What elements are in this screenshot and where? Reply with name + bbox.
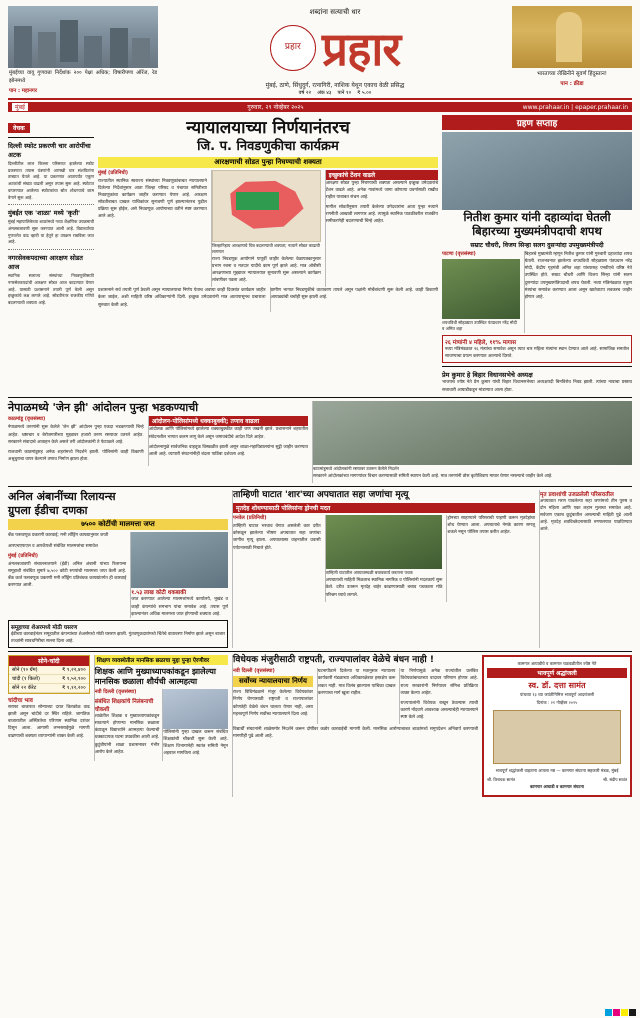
obit-sign-1: श्री. विनायक सामंत	[487, 777, 516, 783]
logo-emblem-icon	[270, 25, 316, 71]
ambani-side-head: १.५३ लाख कोटी थकबाकी	[131, 590, 187, 597]
masthead-volume: वर्ष २२	[298, 90, 312, 96]
rail-tag: वेचक	[8, 123, 30, 133]
edu-body3: विद्यार्थी संघटनांनी शाळेसमोर निदर्शने करून दोषींवर कठोर कारवाईची मागणी केली. मानसिक आरोग्याबाबत शाळांमध्ये समुपदेशन अनिवार्य करण्याची मागणीही पुढे आली आहे.	[233, 727, 478, 740]
ghat-subhead: मृतदेह शोधण्यासाठी पोलिसांना ड्रोनची मदत	[233, 503, 535, 513]
bihar-headline-line1[interactable]: नितीश कुमार यांनी दहाव्यांदा घेतली	[463, 210, 611, 224]
lead-headline-line1[interactable]: न्यायालयाच्या निर्णयानंतरच	[186, 118, 350, 138]
deadlist-body: अपघातात मरण पावलेल्या सहा जणांमध्ये तीन पुरुष व दोन महिला आणि एका लहान मुलाचा समावेश आहे. सर्वजण एकाच कुटुंबातील असल्याची माहिती पुढे आली आहे. मृतदेह शवविच्छेदनासाठी रुग्णालयात पाठविण्यात आले.	[540, 498, 632, 533]
lead-body1: राज्यातील स्थानिक स्वराज्य संस्थांच्या निवडणुकांबाबत न्यायालयाने दिलेल्या निर्देशांनुसार आता जिल्हा परिषद व पंचायत समितीच्या निवडणुकांचा कार्यक्रम जाहीर करण्यात येणार आहे. आरक्षण सोडतीबाबत दाखल याचिकांवर सुनावणी पूर्ण झाल्यानंतरच पुढील प्रक्रिया सुरू होईल, असे निवडणूक आयोगाच्या वतीने स्पष्ट करण्यात आले आहे.	[98, 178, 207, 220]
bihar-box2-head[interactable]: प्रेम कुमार हे बिहार विधानसभेचे अध्यक्ष	[442, 371, 533, 380]
bihar-dateline: पाटणा (वृत्तसंस्था)	[442, 251, 476, 258]
obit-name: स्व. डॉ. दत्ता सामंत	[528, 681, 586, 691]
gold-row-1-value: ₹ १,५२,९००	[62, 676, 86, 683]
masthead-left-tag: पान : महानगर	[9, 87, 37, 94]
ambani-bullets: बँक फसवणूक प्रकरणी कारवाई; मनी लाँड्रिंग कायद्यानुसार जप्ती	[8, 533, 109, 539]
masthead-left-caption: मुंबईच्या वायू गुणवत्ता निर्देशांक २०० पेक्षा अधिक; विषारीपणा ऑरेंज, रेड झोनमध्ये	[9, 70, 157, 84]
sc-body4: राज्यपालांनी विधेयक राखून ठेवल्यास त्याची कारणे नोंदवणे आवश्यक असल्याचेही न्यायालयाने स्पष्ट केले आहे.	[400, 700, 478, 721]
masthead	[8, 6, 632, 100]
obit-sub: पांचव्या १३ व्या जयंतीनिमित्त भावपूर्ण आदरांजली	[519, 692, 595, 698]
masthead-center	[162, 6, 508, 96]
logo-emblem-text: प्रहार	[284, 42, 301, 53]
gold-row-0-value: ₹ १,२२,४००	[62, 667, 86, 674]
ghat-accident-photo	[326, 515, 443, 569]
ambani-dateline: मुंबई (प्रतिनिधी)	[8, 552, 39, 559]
ambani-headline-line1[interactable]: अनिल अंबानींच्या रिलायन्स	[8, 489, 116, 503]
nepal-headline[interactable]: नेपाळमध्ये 'जेन झी' आंदोलन पुन्हा भडकण्याची	[8, 400, 199, 414]
obit-top-line: कामगार आघाडीचे व कामगार चळवळीतील ज्येष्ठ नेते	[517, 661, 597, 667]
rail-item-1-head[interactable]: मुंबईत एक 'शाळा' मध्ये 'कृती'	[8, 209, 81, 218]
edition-website[interactable]: www.prahaar.in | epaper.prahaar.in	[522, 103, 628, 111]
masthead-issue: अंक ४३	[317, 90, 332, 96]
sc-headline[interactable]: विधेयक मंजुरीसाठी राष्ट्रपती, राज्यपालांवर वेळेचे बंधन नाही !	[233, 655, 434, 666]
nepal-body4: आंदोलनामुळे सार्वजनिक वाहतूक विस्कळीत झाली असून शाळा-महाविद्यालयांना सुट्टी जाहीर करण्यात आली आहे. व्यापारी संघटनांनीही बंदला पाठिंबा दर्शवला आहे.	[148, 444, 308, 457]
ghat-photo-caption: ताम्हिणी घाटातील अपघातस्थळी बचावकार्य करताना पथक	[325, 570, 413, 576]
maharashtra-map	[212, 170, 321, 242]
masthead-title: प्रहार	[321, 22, 401, 76]
ambani-box-head: समूहाच्या शेअरमध्ये मोठी घसरण	[11, 624, 78, 631]
gold-title: सोने-चांदी	[9, 656, 89, 666]
gold-row-1-label: चांदी (१ किलो)	[12, 676, 40, 683]
bihar-box2-body: भाजपचे ज्येष्ठ नेते प्रेम कुमार यांची बिहार विधानसभेच्या अध्यक्षपदी बिनविरोध निवड झाली. त्यांच्या नावाचा प्रस्ताव सत्ताधारी आघाडीकडून मांडण्यात आला होता.	[442, 380, 632, 393]
rail-item-2-body: स्थानिक स्वराज्य संस्थांच्या निवडणुकीसाठी नगरसेवकपदांची आरक्षण सोडत आज काढण्यात येणार आहे. यासाठी प्रशासनाने तयारी पूर्ण केली असून इच्छुकांचे लक्ष लागले आहे. सोडतीनंतर राजकीय गणिते बदलण्याची शक्यता आहे.	[8, 273, 94, 306]
student-photo	[163, 689, 228, 729]
nepal-photo-caption: काठमांडूमध्ये आंदोलकांनी रस्त्यावर उतरून केलेले निदर्शन	[313, 465, 399, 471]
ghat-body1: ताम्हिणी घाटात भरधाव वेगात असलेली कार दरीत कोसळून झालेल्या भीषण अपघातात सहा जणांचा जागीच मृत्यू झाला. अपघातग्रस्त वाहनातील प्रवासी पर्यटनासाठी निघाले होते.	[233, 524, 321, 551]
lead-body5: मागील सोडतीनुसार तयारी केलेल्या उमेदवारांना आता पुन्हा नव्याने रणनीती आखावी लागणार आहे. त्यामुळे स्थानिक पातळीवरील राजकीय समीकरणेही बदलण्याची चिन्हे आहेत.	[325, 205, 438, 225]
edu-dateline: नवी दिल्ली (वृत्तसंस्था)	[94, 689, 137, 696]
ghat-body2: अपघाताची माहिती मिळताच स्थानिक नागरिक व पोलिसांनी मदतकार्य सुरू केले. दरीत उतरून मृतदेह बाहेर काढण्यासाठी बचाव पथकाला मोठे परिश्रम घ्यावे लागले.	[325, 578, 443, 598]
cmyk-registration-marks	[605, 1009, 636, 1016]
bihar-headline-line2[interactable]: बिहारच्या मुख्यमंत्रीपदाची शपथ	[472, 224, 602, 239]
ambani-bullets2: आरएचएफएल व आरकॅपशी संबंधित मालमत्तांचा समावेश	[8, 543, 98, 549]
nepal-body5: सरकारने आंदोलकांच्या मागण्यांवर विचार करण्यासाठी समिती स्थापन केली आहे. मात्र तरुणांनी ठोस कृतीशिवाय माघार घेणार नसल्याचे जाहीर केले आहे.	[313, 473, 553, 479]
nepal-body2: राजधानी काठमांडूसह अनेक शहरांमध्ये निदर्शने झाली. पोलिसांनी काही ठिकाणी अश्रुधुराचा वापर केल्याने तणाव निर्माण झाला होता.	[8, 449, 144, 462]
masthead-pages: पाने १०	[337, 90, 352, 96]
lead-body3: प्रशासनाने सर्व तयारी पूर्ण ठेवली असून न्यायालयाचा निर्णय येताच अवघ्या काही दिवसांत कार्यक्रम जाहीर केला जाईल, अशी माहिती वरिष्ठ अधिकाऱ्यांनी दिली. इच्छुक उमेदवारांनी मात्र आतापासूनच प्रचाराला सुरुवात केली आहे.	[98, 288, 266, 308]
gold-row-0-label: सोने (१० ग्रॅम)	[12, 667, 38, 674]
lead-body6: ग्रामीण भागात निवडणुकीचे वातावरण तापले असून पक्षांनी मोर्चेबांधणी सुरू केली आहे. काही ठिकाणी आघाड्यांची चर्चाही सुरू झाली आहे.	[270, 288, 438, 301]
sc-badge: सर्वोच्च न्यायालयाचा निर्णय	[233, 676, 313, 687]
bihar-photo-caption: शपथविधी सोहळ्यात उपस्थित पंतप्रधान नरेंद्र मोदी व अमित शहा	[442, 320, 517, 332]
bihar-subhead: सम्राट चौधरी, विजय सिन्हा सलग दुसऱ्यांदा उपमुख्यमंत्रीपदी	[470, 242, 604, 250]
rail-item-0-head[interactable]: दिल्ली स्फोट प्रकरणी चार आरोपींचा अटक	[8, 142, 91, 159]
obit-banner: भावपूर्ण श्रद्धांजली	[487, 668, 627, 678]
nepal-protest-photo	[313, 401, 632, 465]
edition-bar	[8, 102, 632, 112]
rail-item-2-head[interactable]: नगरसेवकपदाच्या आरक्षण सोडत आज	[8, 254, 83, 272]
masthead-right	[512, 6, 632, 88]
nepal-subhead: आंदोलन-पोलिसांमध्ये धक्काबुक्की; तणाव वाढला	[149, 416, 308, 426]
sc-dateline: नवी दिल्ली (वृत्तसंस्था)	[233, 668, 275, 675]
ghat-dateline: पनवेल (प्रतिनिधी)	[233, 515, 267, 522]
obit-date: दिनांक : २१ नोव्हेंबर २०२५	[536, 700, 578, 706]
bihar-banner: ग्रहण सप्ताह	[442, 115, 632, 130]
nepal-dateline: काठमांडू (वृत्तसंस्था)	[8, 416, 46, 423]
bihar-story	[442, 115, 632, 394]
edu-story	[94, 655, 228, 761]
gold-row-2-value: ₹ १,१२,२००	[62, 685, 86, 692]
masthead-tagline: शब्दांना सत्याची धार	[309, 8, 361, 16]
nitish-kumar-photo	[442, 259, 520, 319]
bihar-body: बिहारचे मुख्यमंत्री म्हणून नितीश कुमार यांनी गुरुवारी दहाव्यांदा शपथ घेतली. राजभवनात झालेल्या शपथविधी सोहळ्यास पंतप्रधान नरेंद्र मोदी, केंद्रीय गृहमंत्री अमित शहा यांच्यासह एनडीएचे वरिष्ठ नेते उपस्थित होते. सम्राट चौधरी आणि विजय सिन्हा यांनी सलग दुसऱ्यांदा उपमुख्यमंत्रिपदाची शपथ घेतली. नव्या मंत्रिमंडळात एकूण मंत्र्यांचा समावेश करण्यात आला असून खातेवाटप लवकरच जाहीर होणार आहे.	[524, 252, 632, 300]
lead-body4: आरक्षण सोडत पुन्हा निघण्याची शक्यता असल्याने इच्छुक उमेदवारांचे टेंशन वाढले आहे. अनेक गावांमध्ये जागा कोणत्या प्रवर्गासाठी राखीव राहील याबाबत संभ्रम आहे.	[325, 180, 438, 200]
rail-item-1-body: मुंबई महापालिकेच्या शाळांमध्ये नव्या शैक्षणिक उपक्रमाची अंमलबजावणी सुरू करण्यात आली आहे. विद्यार्थ्यांच्या गुणवत्तेत वाढ व्हावी या हेतूने हा उपक्रम राबविला जात आहे.	[8, 219, 94, 245]
lead-headline-line2[interactable]: जि. प. निवडणुकीचा कार्यक्रम	[197, 139, 339, 155]
ghat-body3: ड्रोनच्या साहाय्याने परिसराची पाहणी करून मृतदेहांचा शोध घेण्यात आला. अपघाताचे नेमके कारण समजू शकले नसून पोलिस तपास करीत आहेत.	[447, 516, 535, 536]
gold-note: सराफा बाजारात सोन्याच्या दरात किरकोळ वाढ झाली असून चांदीचे दर स्थिर राहिले. जागतिक बाजारातील अस्थिरतेचा परिणाम स्थानिक दरांवर दिसून आला. आगामी लग्नसराईमुळे मागणी वाढण्याची शक्यता व्यापाऱ्यांनी व्यक्त केली आहे.	[8, 705, 90, 739]
sc-story	[232, 655, 478, 796]
masthead-left	[8, 6, 158, 95]
lead-body2: राज्य निवडणूक आयोगाने यापूर्वी जाहीर केलेल्या वेळापत्रकानुसार प्रभाग रचना व मतदार यादीचे काम पूर्ण झाले आहे. मात्र ओबीसी आरक्षणाच्या मुद्द्यावर न्यायालयात सुनावणी सुरू असल्याने कार्यक्रम लांबणीवर पडला आहे.	[211, 256, 321, 284]
ambani-side-body: जप्त करण्यात आलेल्या मालमत्तांमध्ये कार्यालये, भूखंड व काही कंपन्यांचे समभाग यांचा समावेश आहे. तपास पूर्ण झाल्यानंतर अधिक मालमत्ता जप्त होण्याची शक्यता आहे.	[131, 597, 228, 617]
ambani-body: अंमलबजावणी संचालनालयाने (ईडी) अनिल अंबानी यांच्या रिलायन्स समूहाशी संबंधित सुमारे ७,५०० कोटी रुपयांची मालमत्ता जप्त केली आहे. बँक कर्ज फसवणूक प्रकरणी मनी लाँड्रिंग प्रतिबंधक कायद्यांतर्गत ही कारवाई करण्यात आली.	[8, 561, 127, 589]
deadlist-box	[539, 490, 632, 648]
nepal-body1: नेपाळमध्ये तरुणांनी सुरू केलेले 'जेन झी' आंदोलन पुन्हा एकदा भडकण्याची चिन्हे आहेत. भ्रष्टाचार व बेरोजगारीच्या मुद्द्यावर हजारो तरुण रस्त्यावर उतरले आहेत. सरकारने संवादाचे आवाहन केले असले तरी आंदोलकांनी ते फेटाळले आहे.	[8, 425, 144, 445]
masthead-right-caption: भारताच्या लेखिनीने सुवर्ण हिंदुस्तान!	[537, 71, 607, 77]
anil-ambani-photo	[131, 532, 228, 588]
lead-kicker: आरक्षणाची सोडत पुन्हा निघण्याची शक्यता	[98, 157, 438, 168]
ambani-headline-line2[interactable]: ग्रुपला ईडीचा दणका	[8, 503, 88, 517]
obit-org: कामगार आघाडी व कामगार संघटना	[529, 784, 585, 790]
nepal-body3: आंदोलक आणि पोलिसांमध्ये झालेल्या धक्काबुक्कीत काही जण जखमी झाले. प्रशासनाने शहरातील संवेदनशील भागात कलम लागू केले असून जमावबंदीचे आदेश दिले आहेत.	[148, 427, 308, 440]
masthead-logo	[162, 17, 508, 79]
lead-map-caption: जिल्हानिहाय आरक्षणाचे चित्र बदलण्याची शक्यता; नव्याने सोडत काढावी लागणार	[211, 242, 320, 254]
edu-body2: पोलिसांनी गुन्हा दाखल करून संबंधित शिक्षकांची चौकशी सुरू केली आहे. शिक्षण विभागानेही स्वतंत्र समिती नेमून अहवाल मागविला आहे.	[163, 730, 228, 757]
edu-badge: शिक्षण व्यवस्थेतील मानसिक छळाचा मुद्दा पुन्हा ऐरणीवर	[95, 655, 228, 665]
city-skyline-photo	[8, 6, 158, 68]
edu-sub: संबंधित शिक्षकांचे निलंबनाची चौकशी	[94, 699, 154, 714]
bihar-box1-head: २६ मंत्र्यांनी ४ महिले, ११% मागास	[445, 340, 517, 347]
masthead-right-tag: पान : क्रीडा	[560, 81, 584, 88]
obit-sign-2: श्री. संदीप सावंत	[602, 777, 627, 783]
nepal-story	[8, 401, 632, 483]
rail-item-0-body: दिल्लीतील लाल किल्ला परिसरात झालेल्या स्फोट प्रकरणात तपास यंत्रणांनी आणखी चार संशयितांना ताब्यात घेतले आहे. या प्रकरणात आतापर्यंत एकूण अटकांची संख्या वाढली असून तपास सुरू आहे. स्फोटात वापरण्यात आलेल्या स्फोटकांचा स्रोत शोधण्याचे काम वेगाने सुरू आहे.	[8, 161, 94, 200]
lead-subhead: इच्छुकांचे टेंशन वाढले	[326, 170, 438, 180]
lead-story	[98, 115, 438, 394]
gold-row-2-label: सोने २२ कॅरेट	[12, 685, 37, 692]
ghat-story	[232, 490, 535, 648]
lead-dateline: मुंबई (प्रतिनिधी)	[98, 169, 129, 176]
obit-footer: भावपूर्ण श्रद्धांजली वाहताना आपला नम्र — कामगार संघटना सहकारी मंडळ, मुंबई	[495, 768, 619, 774]
left-rail	[8, 115, 94, 394]
masthead-price: ₹ ५.००	[357, 90, 372, 96]
masthead-subtitle: मुंबई, ठाणे, सिंधुदुर्ग, रत्नागिरी, नाशिक येथून एकाच वेळी प्रसिद्ध	[265, 82, 405, 89]
bihar-box1-body: नव्या मंत्रिमंडळात २६ मंत्र्यांचा समावेश असून त्यात चार महिला मंत्र्यांना स्थान देण्यात आले आहे. सामाजिक समतोल साधण्याचा प्रयत्न करण्यात आल्याचे दिसते.	[445, 347, 629, 360]
sc-body3: या निर्णयामुळे अनेक राज्यांतील प्रलंबित विधेयकांबाबतच्या वादावर परिणाम होणार आहे. राज्य सरकारांनी निर्णयावर संमिश्र प्रतिक्रिया व्यक्त केल्या आहेत.	[400, 669, 478, 696]
ambani-story	[8, 490, 228, 648]
ghat-headline[interactable]: ताम्हिणी घाटात 'शार'च्या अपघातात सहा जणांचा मृत्यू	[233, 489, 409, 500]
ambani-box-body: ईडीच्या कारवाईनंतर समूहातील कंपन्यांच्या शेअर्समध्ये मोठी घसरण झाली. गुंतवणूकदारांमध्ये चिंतेचे वातावरण निर्माण झाले असून बाजार तज्ज्ञांनी सावधगिरीचा सल्ला दिला आहे.	[11, 631, 225, 644]
athlete-photo	[512, 6, 632, 68]
edu-body1: शाळेतील शिक्षक व मुख्याध्यापकांकडून सातत्याने होणाऱ्या मानसिक छळाला कंटाळून विद्यार्थ्याने आत्महत्या केल्याची धक्कादायक घटना उघडकीस आली आहे. कुटुंबीयांनी शाळा प्रशासनावर गंभीर आरोप केले आहेत.	[94, 714, 160, 755]
gold-rate-box	[8, 655, 228, 796]
ambani-badge: ७५०० कोटींची मालमत्ता जप्त	[8, 519, 228, 530]
deadlist-head: मृत प्रवाशांची उजळलेली परिसरातील	[540, 491, 614, 498]
edition-date: गुरुवार, २९ नोव्हेंबर २०२५	[247, 104, 304, 111]
obit-portrait	[493, 710, 621, 764]
sc-body1: राज्य विधिमंडळाने मंजूर केलेल्या विधेयकांवर निर्णय घेण्यासाठी राष्ट्रपती व राज्यपालांवर कोणतेही वेळेचे बंधन घालता येणार नाही, असा महत्त्वपूर्ण निर्णय सर्वोच्च न्यायालयाने दिला आहे.	[233, 690, 313, 717]
gold-note-head: चांदीचा भाव	[8, 698, 33, 705]
obituary-ad	[482, 655, 632, 796]
edition-city: मुंबई	[12, 103, 28, 111]
sc-body2: घटनापीठाने दिलेल्या या मतानुसार न्यायालय कार्यकारी मंडळाच्या अधिकारक्षेत्रात हस्तक्षेप करू शकत नाही. मात्र विलंब झाल्यास याचिका दाखल करण्याचा मार्ग खुला राहील.	[317, 669, 396, 696]
edu-headline[interactable]: शिक्षक आणि मुख्याध्यापकांकडून झालेल्या मानसिक छळाला शौर्यची आत्महत्या	[94, 667, 216, 687]
oath-ceremony-photo	[442, 132, 632, 210]
